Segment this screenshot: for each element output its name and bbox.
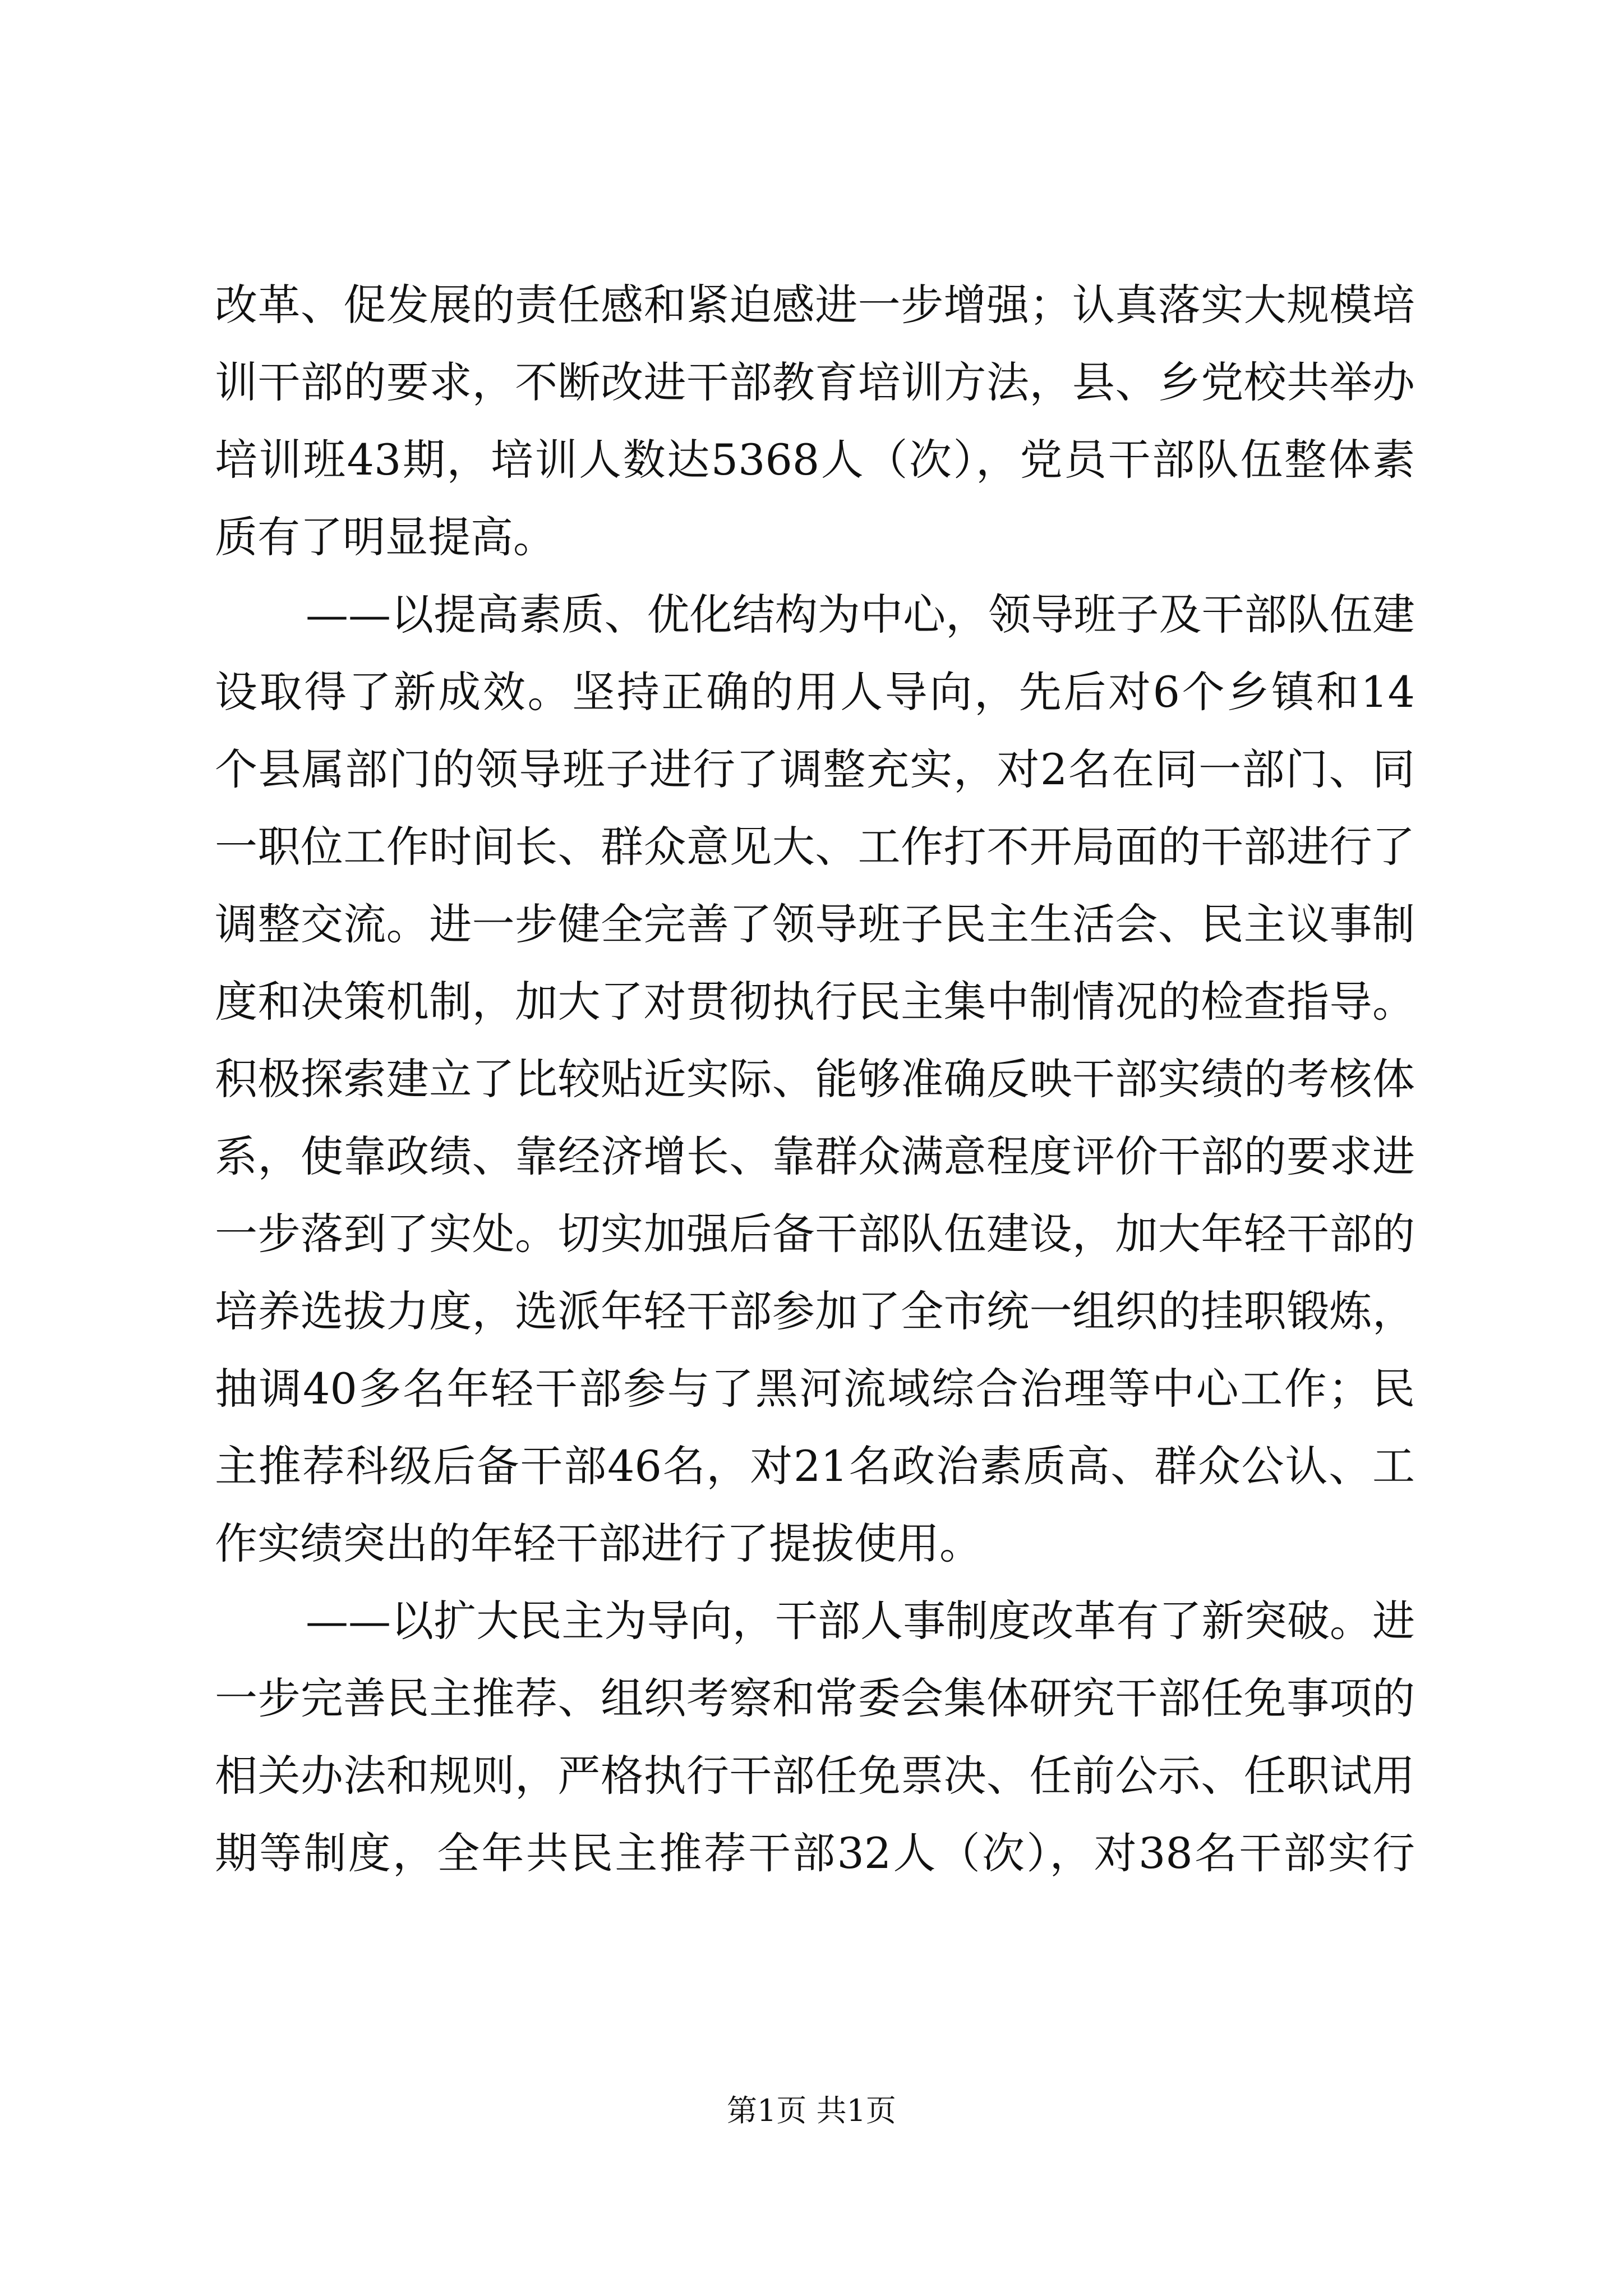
paragraph-3 (215, 1582, 1415, 1892)
text-line: ——以提高素质、优化结构为中心，领导班子及干部队伍建 (306, 590, 1415, 639)
text-line: 作实绩突出的年轻干部进行了提拔使用。 (215, 1519, 982, 1568)
text-line: 培养选拔力度，选派年轻干部参加了全市统一组织的挂职锻炼， (215, 1286, 1415, 1336)
text-line: 积极探索建立了比较贴近实际、能够准确反映干部实绩的考核体 (215, 1054, 1415, 1104)
text-line: 一步落到了实处。切实加强后备干部队伍建设，加大年轻干部的 (215, 1209, 1415, 1259)
text-line: 培训班43期，培训人数达5368人（次），党员干部队伍整体素 (215, 435, 1415, 485)
paragraph-2 (215, 576, 1415, 1582)
text-line: 一步完善民主推荐、组织考察和常委会集体研究干部任免事项的 (215, 1673, 1415, 1723)
text-line: 质有了明显提高。 (215, 512, 556, 562)
text-line: 度和决策机制，加大了对贯彻执行民主集中制情况的检查指导。 (215, 977, 1415, 1027)
text-line: 相关办法和规则，严格执行干部任免票决、任前公示、任职试用 (215, 1751, 1415, 1801)
text-line: 期等制度，全年共民主推荐干部32人（次），对38名干部实行 (215, 1828, 1415, 1878)
text-line: 抽调40多名年轻干部参与了黑河流域综合治理等中心工作；民 (215, 1364, 1415, 1414)
page-number-footer: 第1页 共1页 (727, 2093, 896, 2128)
text-line: 设取得了新成效。坚持正确的用人导向，先后对6个乡镇和14 (215, 667, 1415, 717)
body-text (215, 266, 1415, 1892)
text-line: 系，使靠政绩、靠经济增长、靠群众满意程度评价干部的要求进 (215, 1131, 1415, 1181)
text-line: 调整交流。进一步健全完善了领导班子民主生活会、民主议事制 (215, 899, 1415, 949)
text-line: 训干部的要求，不断改进干部教育培训方法，县、乡党校共举办 (215, 357, 1415, 407)
text-line: 主推荐科级后备干部46名，对21名政治素质高、群众公认、工 (215, 1441, 1415, 1491)
text-line: 一职位工作时间长、群众意见大、工作打不开局面的干部进行了 (215, 822, 1415, 872)
paragraph-1 (215, 266, 1415, 576)
text-line: 改革、促发展的责任感和紧迫感进一步增强；认真落实大规模培 (215, 280, 1415, 330)
text-line: 个县属部门的领导班子进行了调整充实，对2名在同一部门、同 (215, 744, 1415, 794)
text-line: ——以扩大民主为导向，干部人事制度改革有了新突破。进 (306, 1596, 1415, 1646)
